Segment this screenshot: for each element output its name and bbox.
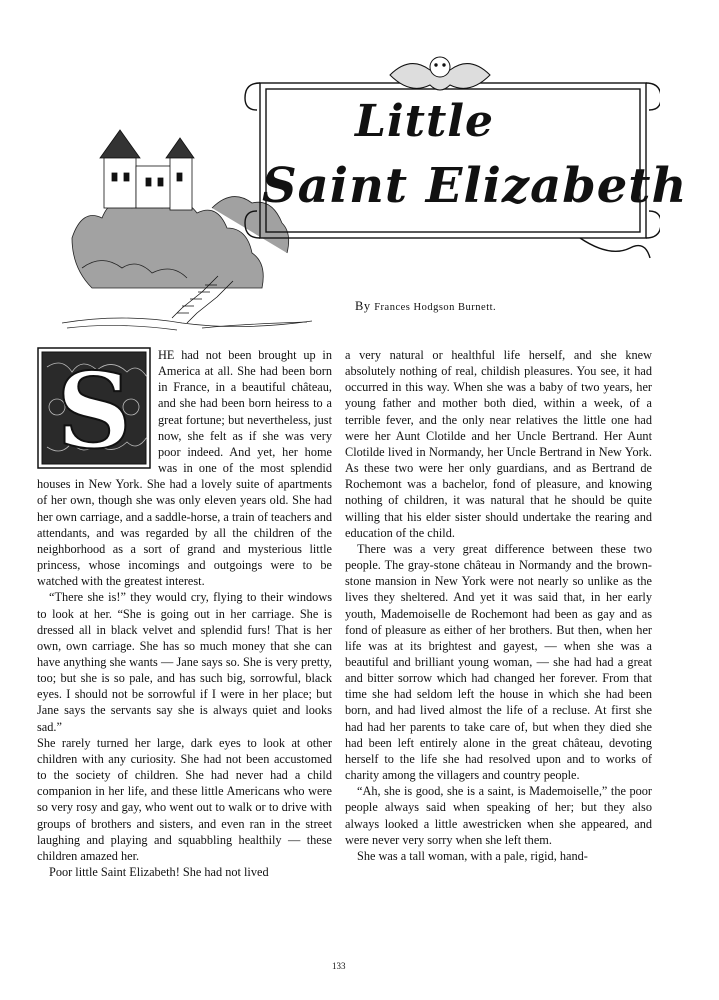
dropcap-letter: S bbox=[56, 349, 132, 469]
dropcap-ornament bbox=[37, 347, 151, 469]
right-paragraph-2: There was a very great difference between these two people. The gray-stone château in Normandy and the brown-stone mansion in New York were not nearly so unlike as the lives they sheltered. And yet it was said that, in her early youth, Mademoiselle de Rochemont had been as gay and as fond of pleasure as either of her brothers. But then, when her life was at its brightest and gayest, — when she was a beautiful and brilliant young woman, — she had had a great and bitter sorrow which had changed her forever. From that time she had seldom left the house in which she had been born, and had lived almost the life of a recluse. At first she had had her parents to take care of, but when they died she had been left entirely alone in the great château, devoting herself to the life she had resolved upon and to works of charity among the villagers and country people. bbox=[345, 541, 652, 783]
page-number: 133 bbox=[332, 961, 346, 971]
left-paragraph-1: HE had not been brought up in America at all. She had been born in France, in a beautiful château, and she had been born heiress to a great fortune; but nevertheless, just now, she felt as if she was very poor indeed. And yet, her home was in one of the most splendid houses in New York. She had a lovely suite of apartments of her own, though she was only eleven years old. She had her own carriage, and a saddle-horse, a train of teachers and attendants, and was regarded by all the children of the neighborhood as a sort of grand and mysterious little princess, whose incomings and outgoings were to be watched with the greatest interest. bbox=[37, 348, 332, 589]
byline bbox=[355, 299, 496, 314]
byline-author: Frances Hodgson Burnett. bbox=[374, 302, 497, 313]
right-paragraph-1: a very natural or healthful life herself, and she knew absolutely nothing of real, childish pleasures. You see, it had occurred in this way. When she was a baby of two years, her young father and mother both died, within a week, of a terrible fever, and the only near relatives the little one had were her Aunt Clotilde and her Uncle Bertrand. Her Aunt Clotilde lived in Normandy, her Uncle Bertrand in New York. As these two were her only guardians, and as Bertrand de Rochemont was a bachelor, fond of pleasure, and knowing nothing of children, it was natural that he should be quite willing that his elder sister should undertake the rearing and education of the child. bbox=[345, 348, 652, 540]
left-paragraph-3: She rarely turned her large, dark eyes to look at other children with any curiosity. She had not been accustomed to the society of children. She had never had a child companion in her life, and these little Americans who were so very rosy and gay, who went out to walk or to drive with groups of brothers and sisters, and even ran in the street laughing and playing and squabbling healthily — these children amazed her. bbox=[37, 735, 332, 863]
right-column bbox=[345, 347, 652, 864]
title-line-2: Saint Elizabeth bbox=[262, 158, 688, 214]
title-line-1: Little bbox=[355, 96, 495, 147]
right-paragraph-4: She was a tall woman, with a pale, rigid, hand- bbox=[357, 848, 588, 863]
left-paragraph-4: Poor little Saint Elizabeth! She had not lived bbox=[49, 865, 269, 879]
right-paragraph-3: “Ah, she is good, she is a saint, is Mademoiselle,” the poor people always said when speaking of her; but they also always looked a little awestricken when she appeared, and were never very sorry when she left them. bbox=[345, 784, 652, 847]
left-paragraph-2: “There she is!” they would cry, flying to their windows to look at her. “She is going out in her carriage. She is dressed all in black velvet and splendid furs! That is her own, own carriage. She has so much money that she can have anything she wants — Jane says so. She is very pretty, too; but she is so pale, and has such big, sorrowful, black eyes. I should not be sorrowful if I were in her place; but Jane says the servants say she is always quiet and looks sad.” bbox=[37, 590, 332, 734]
left-column bbox=[37, 347, 332, 880]
byline-prefix: By bbox=[355, 299, 371, 313]
